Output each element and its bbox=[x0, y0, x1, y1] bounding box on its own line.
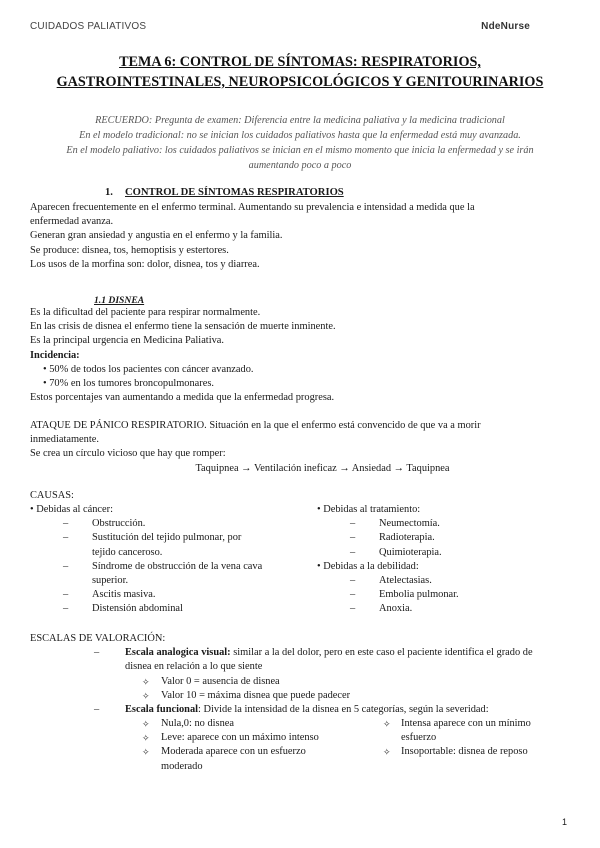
text-line: Estos porcentajes van aumentando a medida que la enfermedad progresa. bbox=[30, 392, 335, 404]
category-text: Moderada aparece con un esfuerzo bbox=[161, 746, 306, 758]
list-item: – Neumectomía. bbox=[317, 517, 577, 531]
page-title bbox=[30, 53, 570, 92]
category-row bbox=[30, 717, 575, 731]
list-heading: • Debidas a la debilidad: bbox=[317, 560, 419, 572]
recuerdo-note bbox=[30, 113, 570, 173]
list-item-text: Valor 10 = máxima disnea que puede padecer bbox=[161, 689, 351, 701]
list-heading: • Debidas al tratamiento: bbox=[317, 504, 421, 515]
funcional-categories bbox=[30, 717, 575, 774]
title-line-2: GASTROINTESTINALES, NEUROPSICOLÓGICOS Y GENITOURINARIOS bbox=[56, 73, 544, 90]
escalas-block bbox=[30, 632, 575, 717]
list-item bbox=[30, 689, 575, 703]
sparkle-icon: ✧ bbox=[142, 676, 150, 687]
sparkle-icon: ✧ bbox=[142, 690, 150, 701]
section-heading bbox=[105, 186, 344, 200]
sparkle-icon: ✧ bbox=[142, 719, 150, 729]
sparkle-icon: ✧ bbox=[142, 733, 150, 744]
ataque-block bbox=[30, 419, 575, 476]
header-course: CUIDADOS PALIATIVOS bbox=[30, 21, 147, 32]
dash-marker: – bbox=[94, 647, 100, 659]
text-line: Los usos de la morfina son: dolor, disnea, tos y diarrea. bbox=[30, 258, 260, 270]
list-item: – Obstrucción. bbox=[30, 517, 320, 531]
text-line: ATAQUE DE PÁNICO RESPIRATORIO. Situación en la que el enfermo está convencido de que va a morir bbox=[30, 420, 481, 431]
category-text: Intensa aparece con un mínimo bbox=[401, 718, 531, 729]
causas-cancer bbox=[30, 503, 320, 617]
text-line: inmediatamente. bbox=[30, 434, 99, 446]
list-item: • 50% de todos los pacientes con cáncer avanzado. bbox=[43, 363, 254, 375]
sparkle-icon: ✧ bbox=[383, 719, 391, 729]
list-item: – Distensión abdominal bbox=[30, 602, 320, 616]
list-item: – Sustitución del tejido pulmonar, por bbox=[30, 531, 320, 545]
category-row bbox=[30, 760, 575, 774]
list-item: – Atelectasias. bbox=[317, 574, 577, 588]
disnea-body bbox=[30, 306, 575, 405]
title-line-1: TEMA 6: CONTROL DE SÍNTOMAS: RESPIRATORIOS, bbox=[119, 54, 481, 70]
category-item-cont: esfuerzo bbox=[401, 732, 437, 744]
list-item: – Anoxia. bbox=[317, 602, 577, 616]
list-item: • 70% en los tumores broncopulmonares. bbox=[43, 378, 215, 390]
subsection-heading: 1.1 DISNEA bbox=[94, 295, 145, 306]
category-row bbox=[30, 745, 575, 759]
list-item-text: Valor 0 = ausencia de disnea bbox=[161, 675, 280, 687]
text-line: Es la principal urgencia en Medicina Paliativa. bbox=[30, 335, 224, 347]
list-item: – Quimioterapia. bbox=[317, 546, 577, 560]
category-item bbox=[30, 717, 531, 731]
escala-visual bbox=[30, 646, 575, 660]
text-line: Se produce: disnea, tos, hemoptisis y estertores. bbox=[30, 244, 229, 256]
section-title: CONTROL DE SÍNTOMAS RESPIRATORIOS bbox=[125, 187, 344, 198]
recuerdo-line: En el modelo tradicional: no se inician los cuidados paliativos hasta que la enfermedad está muy avanzada. bbox=[79, 130, 521, 141]
section-intro bbox=[30, 201, 575, 272]
list-item: – Embolia pulmonar. bbox=[317, 588, 577, 602]
list-item: – Radioterapia. bbox=[317, 531, 577, 545]
list-heading: • Debidas al cáncer: bbox=[30, 504, 113, 515]
text-line: Generan gran ansiedad y angustia en el enfermo y la familia. bbox=[30, 230, 283, 242]
list-item: – Ascitis masiva. bbox=[30, 588, 320, 602]
escala-visual-text-2: disnea en relación a lo que siente bbox=[125, 661, 263, 673]
escala-funcional bbox=[30, 703, 575, 717]
escala-visual-label: Escala analogica visual: bbox=[125, 647, 231, 659]
text-line: Se crea un círculo vicioso que hay que romper: bbox=[30, 448, 226, 460]
causas-tratamiento-debilidad bbox=[317, 503, 577, 617]
escala-visual-text: similar a la del dolor, pero en este caso el paciente identifica el grado de bbox=[230, 647, 533, 659]
header-brand: NdeNurse bbox=[481, 21, 530, 32]
text-line: En las crisis de disnea el enfermo tiene la sensación de muerte inminente. bbox=[30, 321, 336, 333]
dash-marker: – bbox=[94, 704, 100, 716]
text-line: enfermedad avanza. bbox=[30, 216, 114, 228]
category-text: Leve: aparece con un máximo intenso bbox=[161, 732, 319, 744]
text-line: Es la dificultad del paciente para respirar normalmente. bbox=[30, 307, 261, 318]
incidencia-label: Incidencia: bbox=[30, 349, 80, 361]
sparkle-icon: ✧ bbox=[383, 747, 391, 758]
recuerdo-line: RECUERDO: Pregunta de examen: Diferencia entre la medicina paliativa y la medicina tradicional bbox=[95, 115, 505, 126]
page-number: 1 bbox=[561, 817, 567, 827]
text-line: Aparecen frecuentemente en el enfermo terminal. Aumentando su prevalencia e intensidad a medida que la bbox=[30, 202, 475, 213]
sparkle-icon: ✧ bbox=[142, 747, 150, 758]
vicious-cycle: Taquipnea → Ventilación ineficaz → Ansiedad → Taquipnea bbox=[195, 462, 450, 474]
category-item bbox=[30, 745, 528, 759]
causas-label: CAUSAS: bbox=[30, 490, 74, 501]
list-item-cont: tejido canceroso. bbox=[92, 546, 163, 558]
escalas-label: ESCALAS DE VALORACIÓN: bbox=[30, 633, 166, 644]
list-item bbox=[30, 675, 575, 689]
category-text: Insoportable: disnea de reposo bbox=[401, 746, 528, 758]
escala-funcional-text: : Divide la intensidad de la disnea en 5 categorías, según la severidad: bbox=[198, 704, 489, 716]
section-number: 1. bbox=[105, 187, 113, 198]
category-row bbox=[30, 731, 575, 745]
list-item: – Síndrome de obstrucción de la vena cava bbox=[30, 560, 320, 574]
list-item-cont: superior. bbox=[92, 575, 129, 587]
escala-funcional-label: Escala funcional bbox=[125, 704, 199, 716]
category-text: Nula,0: no disnea bbox=[161, 718, 235, 729]
recuerdo-line: aumentando poco a poco bbox=[248, 160, 352, 171]
category-item-cont: moderado bbox=[161, 760, 203, 772]
recuerdo-line: En el modelo paliativo: los cuidados paliativos se inician en el mismo momento que inicia la enfermedad y se irán bbox=[66, 145, 534, 156]
